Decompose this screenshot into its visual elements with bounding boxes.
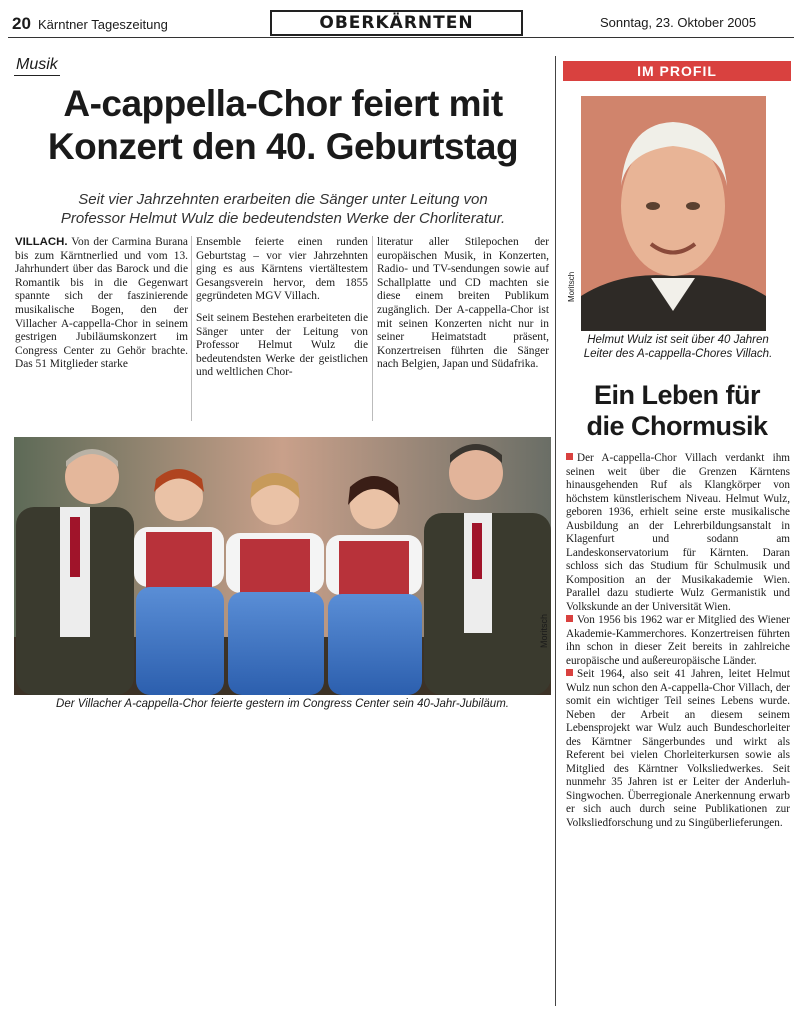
- col3-paragraph-1: literatur aller Stilepochen der europäischen Musik, in Konzerten, Radio- und TV-sendungen sowie auf Schallplatte und CD machten sie diese einem breiten Publikum zugänglich. Der A-cappella-Chor ist mit seinen Konzerten nicht nur in seiner Heimatstadt präsent, Konzertreisen führten die Sänger nach Belgien, Japan und Südafrika.: [377, 236, 549, 371]
- bullet-square-icon: [566, 615, 573, 622]
- header-rule: [8, 37, 794, 38]
- sidebar-body: [566, 452, 790, 830]
- portrait-photo: [581, 96, 766, 331]
- column-divider: [372, 236, 373, 421]
- section-title: OBERKÄRNTEN: [270, 10, 523, 36]
- article-deck: [14, 190, 552, 228]
- sidebar-divider: [555, 56, 556, 1006]
- portrait-credit: Moritsch: [567, 271, 576, 302]
- col2-paragraph-2: Seit seinem Bestehen erarbeiteten die Sänger unter der Leitung von Professor Helmut Wulz die bedeutendsten Werke der geistlichen und weltlichen Chor-: [196, 311, 368, 379]
- portrait-caption-line-1: Helmut Wulz ist seit über 40 Jahren: [587, 334, 769, 346]
- deck-line-1: Seit vier Jahrzehnten erarbeiten die Sänger unter Leitung von: [78, 191, 488, 208]
- bullet-square-icon: [566, 453, 573, 460]
- photo-credit: Moritsch: [539, 613, 549, 648]
- headline-line-2: Konzert den 40. Geburtstag: [47, 126, 519, 167]
- issue-date: Sonntag, 23. Oktober 2005: [600, 15, 757, 30]
- sidebar-paragraph-1: Der A-cappella-Chor Villach verdankt ihm seinen weit über die Grenzen Kärntens hinausgehenden Ruf als Klangkörper von höchstem künstlerischem Niveau. Helmut Wulz, geboren 1936, erhielt seine erste musikalische Ausbildung an der Lehrerbildungsanstalt in Klagenfurt und sodann am Landeskonservatorium für Kärnten. Daran schloss sich das Studium für Schulmusik und Komposition an der Musikakademie Wien. Parallel dazu studierte Wulz Germanistik und Volkskunde an der Universität Wien.: [566, 452, 790, 613]
- bullet-square-icon: [566, 669, 573, 676]
- sidebar-paragraph-2: Von 1956 bis 1962 war er Mitglied des Wiener Akademie-Kammerchores. Konzertreisen führten ihn schon in dieser Zeit bereits in zahlreiche europäische und außereuropäische Länder.: [566, 614, 790, 667]
- portrait-caption-line-2: Leiter des A-cappella-Chores Villach.: [583, 348, 773, 360]
- article-column-2: [196, 236, 368, 380]
- newspaper-name: Kärntner Tageszeitung: [38, 17, 168, 32]
- sidebar-headline-line-1: Ein Leben für: [593, 380, 760, 410]
- sidebar-paragraph-3: Seit 1964, also seit 41 Jahren, leitet Helmut Wulz nun schon den A-cappella-Chor Villach, der somit ein wichtiger Teil seines Lebens wurde. Neben der Arbeit an diesem seinem Lebensprojekt war Wulz auch Bundeschorleiter des Kärntner Sängerbundes und wirkt als Referent bei vielen Chorleiterkursen sowie als Mitglied des Kärntner Volksliedwerkes. Seit nunmehr 35 Jahren ist er Leiter der Anderluh-Singwochen. Überregionale Anerkennung erwarb er sich auch durch seine Publikationen zur Volksliedforschung und zu Singüberlieferungen.: [566, 668, 790, 829]
- page-number: 20: [12, 14, 31, 33]
- sidebar-headline-line-2: die Chormusik: [586, 411, 768, 441]
- sidebar-headline: [563, 380, 791, 442]
- article-kicker: Musik: [14, 56, 60, 76]
- deck-line-2: Professor Helmut Wulz die bedeutendsten Werke der Chorliteratur.: [60, 210, 506, 227]
- portrait-caption: [567, 333, 789, 361]
- choir-photo: [14, 437, 551, 695]
- article-column-3: [377, 236, 549, 372]
- article-column-1: [15, 236, 188, 372]
- profile-label: IM PROFIL: [563, 61, 791, 81]
- photo-caption: Der Villacher A-cappella-Chor feierte gestern im Congress Center sein 40-Jahr-Jubiläum.: [56, 698, 509, 710]
- col2-paragraph-1: Ensemble feierte einen runden Geburtstag – vor vier Jahrzehnten ging es aus Kärntens viertältestem Gesangsverein hervor, dem 1855 gegründeten MGV Villach.: [196, 236, 368, 303]
- dateline: VILLACH.: [15, 236, 68, 248]
- article-headline: [14, 82, 552, 168]
- headline-line-1: A-cappella-Chor feiert mit: [63, 83, 503, 124]
- column-divider: [191, 236, 192, 421]
- col1-paragraph-1: Von der Carmina Burana bis zum Kärntnerlied und vom 13. Jahrhundert über das Barock und die Romantik bis in die Gegenwart spannte sich der faszinierende musikalische Bogen, den der Villacher A-cappella-Chor in seinem gestrigen Jubiläumskonzert im Congress Center zu Gehör brachte. Das 51 Mitglieder starke: [15, 236, 188, 371]
